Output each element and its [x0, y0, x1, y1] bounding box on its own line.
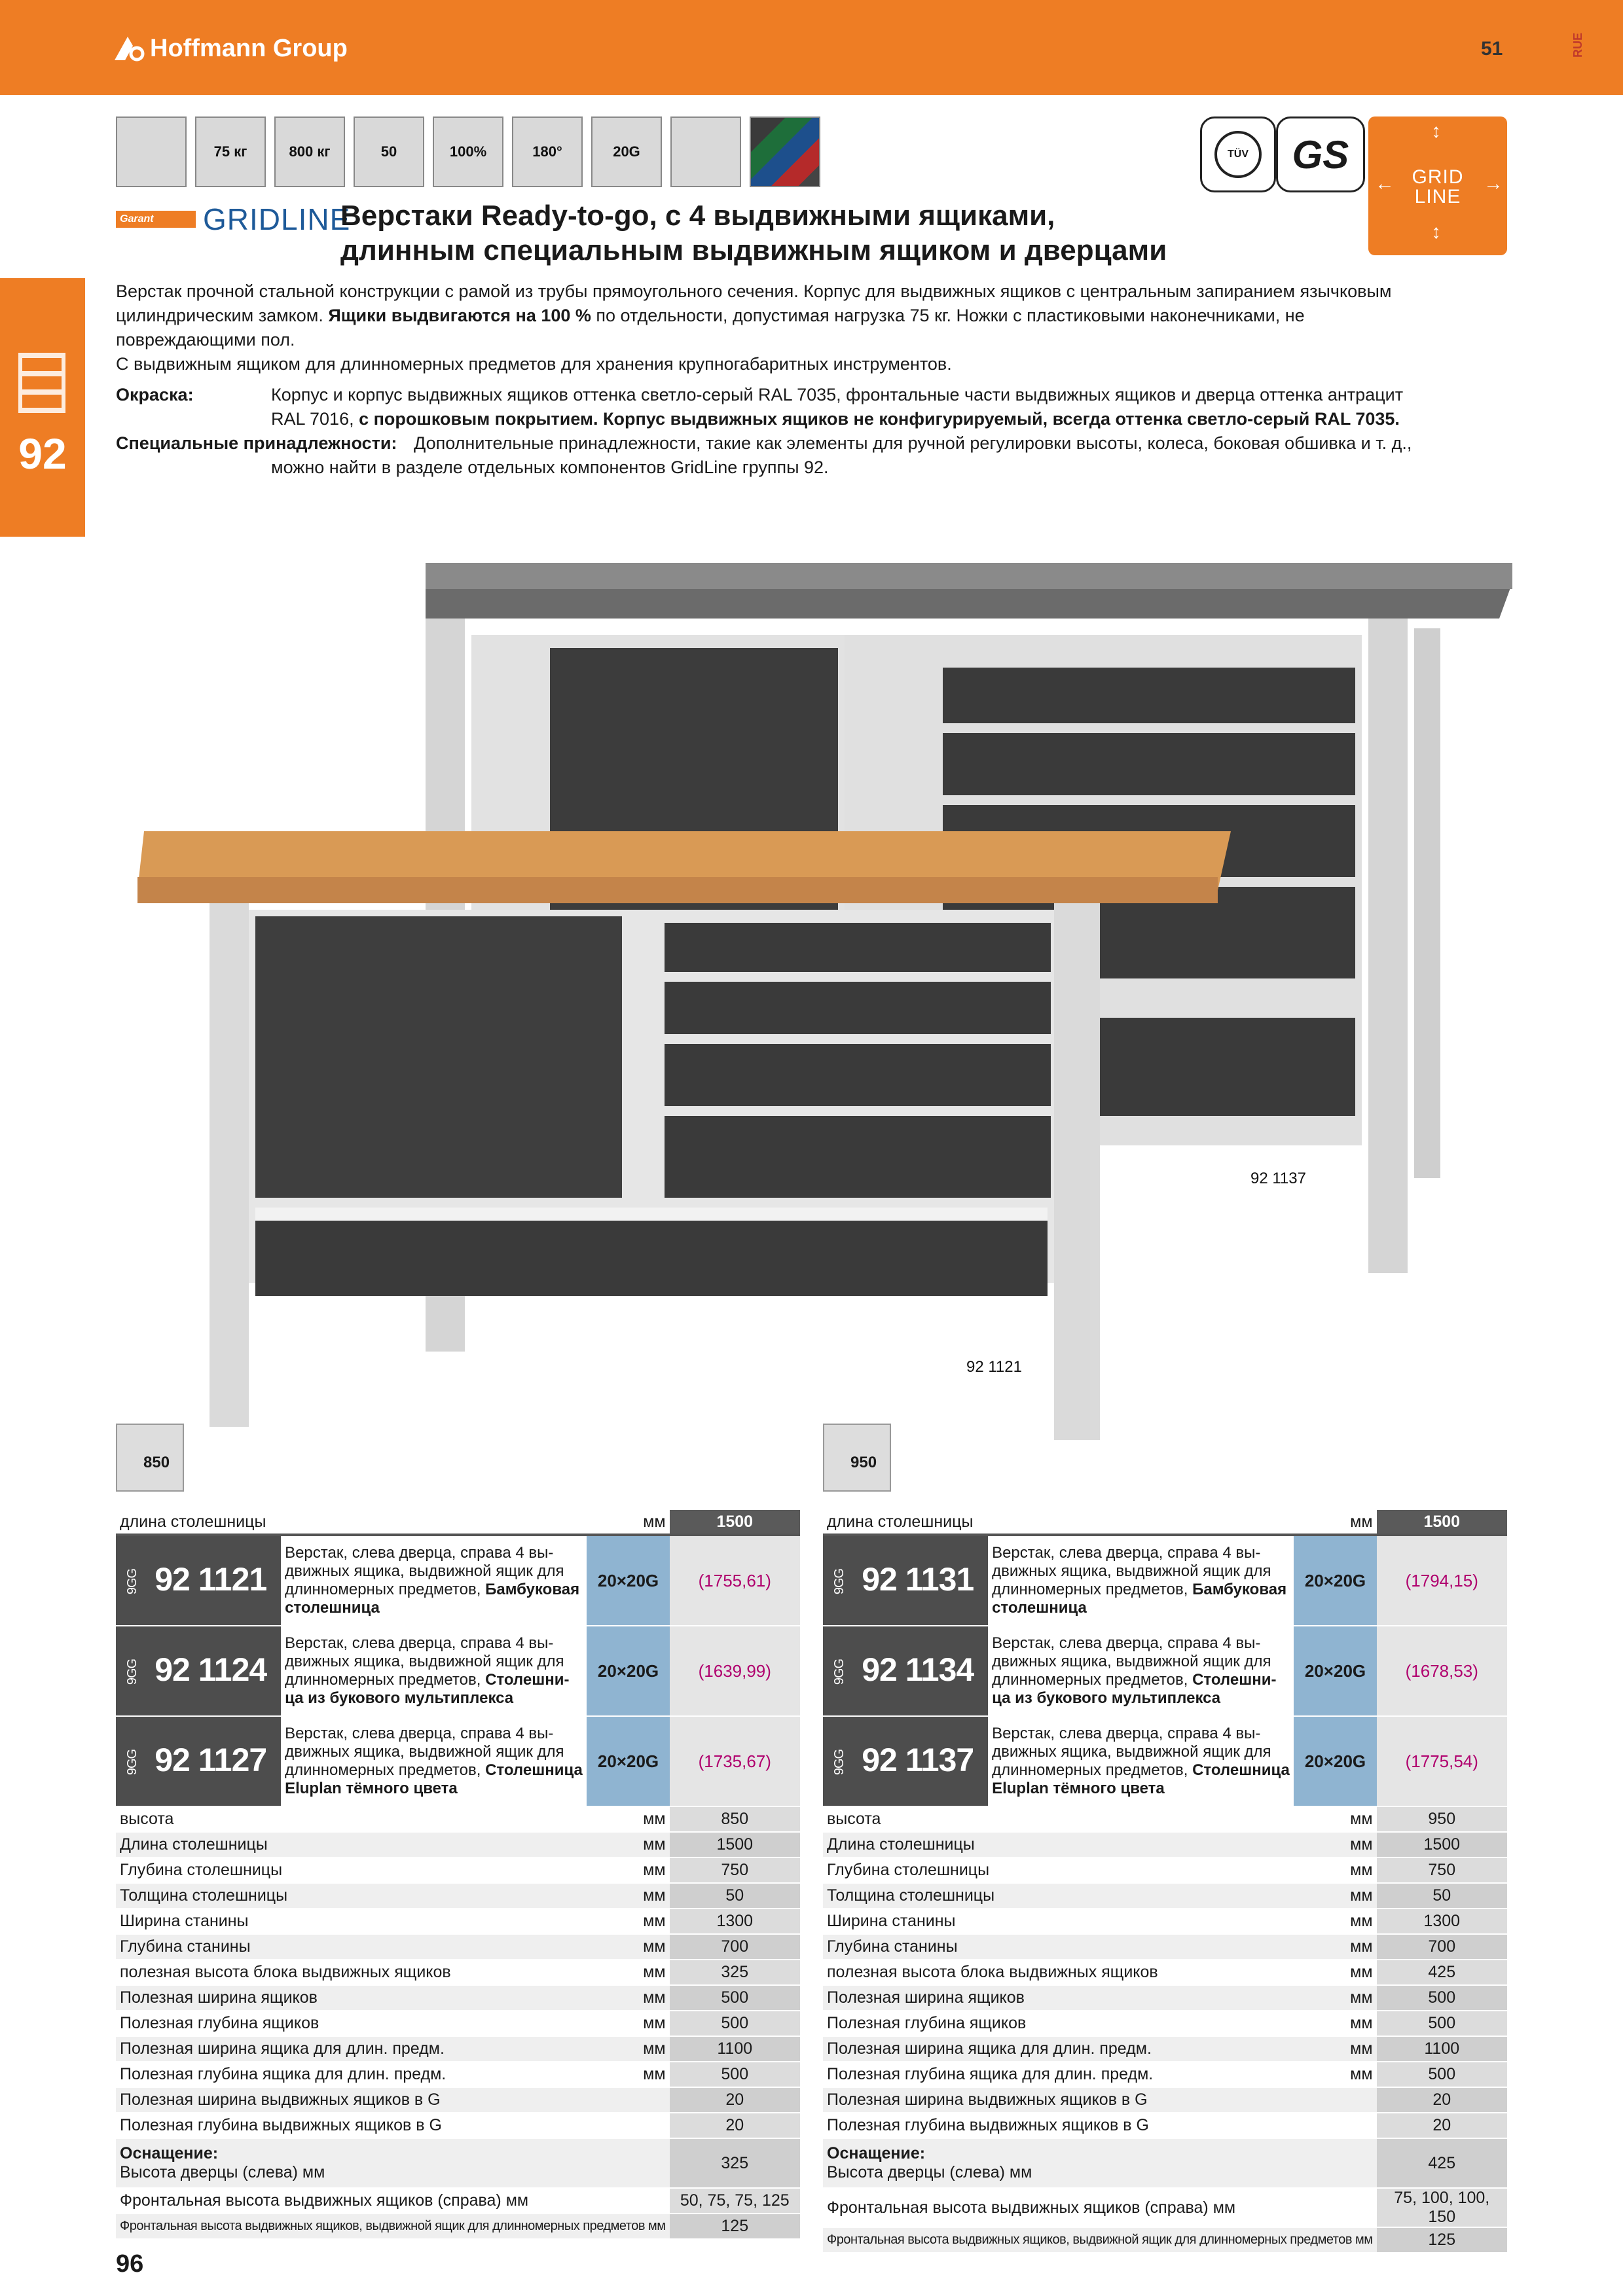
desc-text: Верстак, слева дверца, справа 4 вы- движных ящика, выдвижной ящик для длинномерных предметов,	[285, 1544, 564, 1598]
grid-code: 20×20G	[1294, 1535, 1376, 1626]
spec-label: высота	[116, 1806, 587, 1832]
paint-line	[271, 407, 1502, 431]
spec-value: 1500	[670, 1832, 800, 1857]
desc-line: С выдвижным ящиком для длинномерных предметов для хранения крупногабаритных инструментов.	[116, 354, 952, 374]
spec-row	[116, 2036, 800, 2062]
spec-value: 1500	[1377, 1832, 1507, 1857]
spec-unit	[1294, 2113, 1376, 2138]
language-code: RUE	[1571, 33, 1584, 58]
desc-line	[116, 304, 1497, 328]
spec-row	[823, 1857, 1507, 1883]
spec-label: Полезная глубина выдвижных ящиков в G	[823, 2113, 1294, 2138]
spec-label: Длина столешницы	[823, 1832, 1294, 1857]
spec-value: 750	[670, 1857, 800, 1883]
arrow-right-icon: →	[1484, 173, 1503, 194]
spec-row	[823, 1909, 1507, 1934]
height-picto-right	[823, 1424, 891, 1492]
equipment-label	[116, 2138, 670, 2188]
front-height-row	[116, 2188, 800, 2214]
spec-unit: мм	[1294, 1832, 1376, 1857]
equipment-row	[823, 2138, 1507, 2188]
price: (1775,54)	[1377, 1716, 1507, 1806]
spec-label: высота	[823, 1806, 1294, 1832]
arrow-up-icon: ↕	[1431, 120, 1441, 142]
spec-value: 750	[1377, 1857, 1507, 1883]
desc-text: Верстак, слева дверца, справа 4 вы- движных ящика, выдвижной ящик для длинномерных предметов,	[992, 1544, 1271, 1598]
spec-label: Полезная ширина ящиков	[116, 1985, 587, 2011]
front-height-value: 50, 75, 75, 125	[670, 2188, 800, 2214]
product-description	[988, 1535, 1294, 1626]
company-logo[interactable]	[115, 34, 348, 63]
grid-code: 20×20G	[587, 1535, 669, 1626]
head-unit: мм	[1294, 1510, 1376, 1535]
tuv-label: TÜV	[1214, 131, 1262, 178]
article-code: 92 1124	[155, 1651, 267, 1688]
desc-text: Верстак, слева дверца, справа 4 вы- движных ящика, выдвижной ящик для длинномерных предметов,	[285, 1634, 564, 1689]
spec-unit	[1294, 2087, 1376, 2113]
image-label-front: 92 1121	[966, 1358, 1022, 1376]
head-value: 1500	[1377, 1510, 1507, 1535]
spec-row	[823, 1934, 1507, 1960]
spec-unit: мм	[1294, 1985, 1376, 2011]
spec-unit: мм	[587, 1934, 669, 1960]
article-number[interactable]	[823, 1716, 988, 1806]
image-label-back: 92 1137	[1250, 1170, 1306, 1187]
acc-line: можно найти в разделе отдельных компонентов GridLine группы 92.	[271, 457, 829, 477]
spec-value: 700	[1377, 1934, 1507, 1960]
spec-value: 500	[1377, 2011, 1507, 2036]
description	[116, 279, 1497, 376]
spec-label: полезная высота блока выдвижных ящиков	[823, 1960, 1294, 1985]
paint-text-normal: RAL 7016,	[271, 409, 359, 429]
article-code: 92 1131	[862, 1560, 974, 1598]
product-photo	[118, 537, 1519, 1440]
spec-row	[823, 2087, 1507, 2113]
lock-icon	[670, 117, 741, 187]
tuv-cert-icon	[1200, 117, 1276, 192]
spec-value: 500	[670, 2011, 800, 2036]
long-front-value: 125	[1377, 2227, 1507, 2253]
spec-label: Полезная глубина выдвижных ящиков в G	[116, 2113, 587, 2138]
footer-page-number: 96	[116, 2250, 144, 2278]
spec-value: 325	[670, 1960, 800, 1985]
product-row[interactable]	[823, 1716, 1507, 1806]
spec-row	[116, 1909, 800, 1934]
desc-bold: Столешница Eluplan тёмного цвета	[285, 1761, 583, 1797]
spec-label: Полезная глубина ящиков	[116, 2011, 587, 2036]
door-open-icon: 180°	[512, 117, 583, 187]
gs-cert-icon: GS	[1276, 117, 1365, 192]
article-code: 92 1137	[862, 1741, 974, 1778]
product-description	[281, 1626, 587, 1716]
spec-row	[116, 1960, 800, 1985]
logo-mark-icon	[115, 34, 146, 63]
article-number[interactable]	[116, 1626, 281, 1716]
spec-value: 950	[1377, 1806, 1507, 1832]
spec-unit	[587, 2087, 669, 2113]
spec-label: Полезная ширина ящиков	[823, 1985, 1294, 2011]
article-code: 92 1121	[155, 1560, 267, 1598]
product-row[interactable]	[116, 1626, 800, 1716]
spec-label: Полезная ширина выдвижных ящиков в G	[823, 2087, 1294, 2113]
article-prefix: 9GG	[125, 1569, 140, 1595]
spec-unit: мм	[587, 1985, 669, 2011]
equipment-label	[823, 2138, 1377, 2188]
arrow-left-icon: ←	[1375, 173, 1395, 194]
grid-code: 20×20G	[587, 1626, 669, 1716]
spec-row	[116, 1806, 800, 1832]
price: (1755,61)	[670, 1535, 800, 1626]
desc-text: цилиндрическим замком.	[116, 306, 329, 325]
spec-unit: мм	[1294, 2036, 1376, 2062]
acc-line: Дополнительные принадлежности, такие как элементы для ручной регулировки высоты, колеса, боковая обшивка и т. д.,	[414, 433, 1412, 453]
spec-value: 500	[1377, 1985, 1507, 2011]
long-front-row	[823, 2227, 1507, 2253]
product-row[interactable]	[116, 1535, 800, 1626]
spec-unit: мм	[587, 2011, 669, 2036]
spec-label: полезная высота блока выдвижных ящиков	[116, 1960, 587, 1985]
desc-text: Верстак, слева дверца, справа 4 вы- движных ящика, выдвижной ящик для длинномерных предметов,	[992, 1725, 1271, 1779]
product-row[interactable]	[116, 1716, 800, 1806]
spec-unit: мм	[587, 2036, 669, 2062]
rect-tube-icon	[116, 117, 187, 187]
spec-unit: мм	[587, 1883, 669, 1909]
spec-row	[823, 1883, 1507, 1909]
article-number[interactable]	[116, 1716, 281, 1806]
spec-value: 700	[670, 1934, 800, 1960]
spec-value: 425	[1377, 1960, 1507, 1985]
equipment-text: Высота дверцы (слева) мм	[120, 2163, 325, 2181]
spec-unit: мм	[1294, 2062, 1376, 2087]
spec-row	[823, 1960, 1507, 1985]
spec-row	[116, 1857, 800, 1883]
spec-unit: мм	[1294, 1806, 1376, 1832]
equipment-title: Оснащение:	[120, 2144, 219, 2162]
spec-table-2	[823, 1510, 1507, 2253]
drawer-load-icon: 75 кг	[195, 117, 266, 187]
article-code: 92 1134	[862, 1651, 974, 1688]
equipment-text: Высота дверцы (слева) мм	[827, 2163, 1032, 2181]
spec-label: Длина столешницы	[116, 1832, 587, 1857]
spec-label: Толщина столешницы	[116, 1883, 587, 1909]
spec-label: Полезная глубина ящика для длин. предм.	[823, 2062, 1294, 2087]
product-description	[988, 1716, 1294, 1806]
desc-text: по отдельности, допустимая нагрузка 75 кг. Ножки с пластиковыми наконечниками, не	[591, 306, 1305, 325]
spec-unit: мм	[587, 1857, 669, 1883]
price: (1639,99)	[670, 1626, 800, 1716]
price: (1794,15)	[1377, 1535, 1507, 1626]
front-workbench	[137, 831, 1231, 1440]
desc-bold: Бамбуковая столешница	[285, 1581, 580, 1617]
spec-value: 1300	[670, 1909, 800, 1934]
spec-row	[116, 2011, 800, 2036]
spec-row	[116, 2087, 800, 2113]
product-description	[988, 1626, 1294, 1716]
height-picto-left	[116, 1424, 184, 1492]
article-prefix: 9GG	[832, 1749, 847, 1776]
desc-line: Верстак прочной стальной конструкции с рамой из трубы прямоугольного сечения. Корпус для выдвижных ящиков с центральным запиранием язычковым	[116, 281, 1392, 301]
paint-text-bold: с порошковым покрытием. Корпус выдвижных ящиков не конфигурируемый, всегда оттенка светло-серый RAL 7035.	[359, 409, 1400, 429]
spec-value: 1100	[670, 2036, 800, 2062]
desc-bold: Столешница Eluplan тёмного цвета	[992, 1761, 1290, 1797]
article-prefix: 9GG	[125, 1749, 140, 1776]
spec-unit: мм	[587, 1806, 669, 1832]
head-label: длина столешницы	[116, 1510, 587, 1535]
spec-label: Ширина станины	[116, 1909, 587, 1934]
desc-bold: Столешни- ца из букового мультиплекса	[992, 1671, 1277, 1707]
gridline-badge	[1368, 117, 1507, 255]
head-unit: мм	[587, 1510, 669, 1535]
desc-text: Верстак, слева дверца, справа 4 вы- движных ящика, выдвижной ящик для длинномерных предметов,	[285, 1725, 564, 1779]
chapter-tab[interactable]	[0, 278, 85, 537]
spec-value: 500	[670, 2062, 800, 2087]
head-label: длина столешницы	[823, 1510, 1294, 1535]
article-prefix: 9GG	[832, 1569, 847, 1595]
equipment-row	[116, 2138, 800, 2188]
grid-20g-icon: 20G	[591, 117, 662, 187]
spec-row	[823, 1832, 1507, 1857]
page-title-line2: длинным специальным выдвижным ящиком и дверцами	[340, 234, 1167, 266]
spec-label: Глубина столешницы	[116, 1857, 587, 1883]
product-row[interactable]	[823, 1626, 1507, 1716]
article-prefix: 9GG	[125, 1659, 140, 1685]
long-front-value: 125	[670, 2214, 800, 2239]
product-description	[281, 1535, 587, 1626]
spec-unit: мм	[587, 1832, 669, 1857]
page-title-line1: Верстаки Ready-to-go, с 4 выдвижными ящиками,	[340, 200, 1055, 232]
spec-row	[116, 1985, 800, 2011]
accessories-text	[414, 431, 1501, 456]
spec-unit: мм	[1294, 1934, 1376, 1960]
paint-label: Окраска:	[116, 385, 194, 404]
spec-label: Толщина столешницы	[823, 1883, 1294, 1909]
spec-value: 500	[670, 1985, 800, 2011]
long-front-row	[116, 2214, 800, 2239]
paint-line: Корпус и корпус выдвижных ящиков оттенка светло-серый RAL 7035, фронтальные части выдвижных ящиков и дверца оттенка антрацит	[271, 385, 1404, 404]
desc-bold: Бамбуковая столешница	[992, 1581, 1287, 1617]
full-extension-icon: 100%	[433, 117, 503, 187]
gridline-bottom: LINE	[1414, 186, 1461, 207]
spec-row	[116, 2062, 800, 2087]
header-page-number: 51	[1481, 38, 1503, 60]
spec-row	[116, 1832, 800, 1857]
spec-label: Полезная глубина ящика для длин. предм.	[116, 2062, 587, 2087]
spec-value: 20	[670, 2087, 800, 2113]
spec-row	[823, 2011, 1507, 2036]
front-height-row	[823, 2188, 1507, 2227]
chapter-number: 92	[18, 429, 67, 478]
arrow-down-icon: ↕	[1431, 221, 1441, 243]
equipment-value: 425	[1377, 2138, 1507, 2188]
spec-value: 500	[1377, 2062, 1507, 2087]
brand-gridline: GRIDLINE	[203, 202, 351, 236]
spec-row	[116, 1883, 800, 1909]
spec-value: 20	[670, 2113, 800, 2138]
spec-value: 50	[670, 1883, 800, 1909]
spec-row	[116, 1934, 800, 1960]
company-name: Hoffmann Group	[150, 34, 348, 62]
spec-value: 20	[1377, 2087, 1507, 2113]
spec-unit: мм	[587, 1909, 669, 1934]
spec-label: Глубина станины	[823, 1934, 1294, 1960]
paint-text	[271, 383, 1502, 431]
spec-row	[116, 2113, 800, 2138]
head-value: 1500	[670, 1510, 800, 1535]
drawer-cabinet-icon	[16, 350, 68, 416]
spec-label: Ширина станины	[823, 1909, 1294, 1934]
front-height-label: Фронтальная высота выдвижных ящиков (справа) мм	[116, 2188, 670, 2214]
spec-unit: мм	[587, 1960, 669, 1985]
spec-label: Глубина столешницы	[823, 1857, 1294, 1883]
spec-value: 20	[1377, 2113, 1507, 2138]
front-height-label: Фронтальная высота выдвижных ящиков (справа) мм	[823, 2188, 1377, 2227]
table-head	[116, 1510, 800, 1535]
article-number[interactable]	[823, 1535, 988, 1626]
spec-unit: мм	[587, 2062, 669, 2087]
garant-badge: Garant	[116, 211, 196, 228]
accessories-text-2	[271, 456, 1502, 480]
spec-row	[823, 2062, 1507, 2087]
spec-label: Полезная ширина выдвижных ящиков в G	[116, 2087, 587, 2113]
spec-unit: мм	[1294, 1857, 1376, 1883]
gridline-top: GRID	[1412, 166, 1464, 188]
spec-value: 50	[1377, 1883, 1507, 1909]
table-head	[823, 1510, 1507, 1535]
table-load-icon: 800 кг	[274, 117, 345, 187]
grid-code: 20×20G	[587, 1716, 669, 1806]
equipment-value: 325	[670, 2138, 800, 2188]
spec-unit: мм	[1294, 2011, 1376, 2036]
front-height-value: 75, 100, 100, 150	[1377, 2188, 1507, 2227]
spec-row	[823, 2113, 1507, 2138]
product-description	[281, 1716, 587, 1806]
article-number[interactable]	[116, 1535, 281, 1626]
spec-value: 850	[670, 1806, 800, 1832]
top-thickness-icon: 50	[354, 117, 424, 187]
long-front-label: Фронтальная высота выдвижных ящиков, выдвижной ящик для длинномерных предметов мм	[116, 2214, 670, 2239]
spec-unit: мм	[1294, 1883, 1376, 1909]
spec-value: 1100	[1377, 2036, 1507, 2062]
spec-row	[823, 2036, 1507, 2062]
spec-label: Полезная глубина ящиков	[823, 2011, 1294, 2036]
price: (1678,53)	[1377, 1626, 1507, 1716]
spec-value: 1300	[1377, 1909, 1507, 1934]
spec-label: Полезная ширина ящика для длин. предм.	[116, 2036, 587, 2062]
desc-text: Верстак, слева дверца, справа 4 вы- движных ящика, выдвижной ящик для длинномерных предметов,	[992, 1634, 1271, 1689]
article-code: 92 1127	[155, 1741, 267, 1778]
spec-table-1	[116, 1510, 800, 2240]
spec-unit: мм	[1294, 1960, 1376, 1985]
spec-unit	[587, 2113, 669, 2138]
grid-code: 20×20G	[1294, 1716, 1376, 1806]
accessories-label: Специальные принадлежности:	[116, 433, 397, 453]
spec-label: Полезная ширина ящика для длин. предм.	[823, 2036, 1294, 2062]
article-prefix: 9GG	[832, 1659, 847, 1685]
desc-bold: Столешни- ца из букового мультиплекса	[285, 1671, 570, 1707]
spec-row	[823, 1806, 1507, 1832]
colors-icon	[750, 117, 820, 187]
spec-unit: мм	[1294, 1909, 1376, 1934]
height-value: 950	[850, 1454, 877, 1471]
price: (1735,67)	[670, 1716, 800, 1806]
spec-row	[823, 1985, 1507, 2011]
article-number[interactable]	[823, 1626, 988, 1716]
height-value: 850	[143, 1454, 170, 1471]
equipment-title: Оснащение:	[827, 2144, 926, 2162]
grid-code: 20×20G	[1294, 1626, 1376, 1716]
spec-label: Глубина станины	[116, 1934, 587, 1960]
desc-bold: Ящики выдвигаются на 100 %	[328, 306, 591, 325]
long-front-label: Фронтальная высота выдвижных ящиков, выдвижной ящик для длинномерных предметов мм	[823, 2227, 1377, 2253]
product-row[interactable]	[823, 1535, 1507, 1626]
desc-line: повреждающими пол.	[116, 330, 295, 350]
